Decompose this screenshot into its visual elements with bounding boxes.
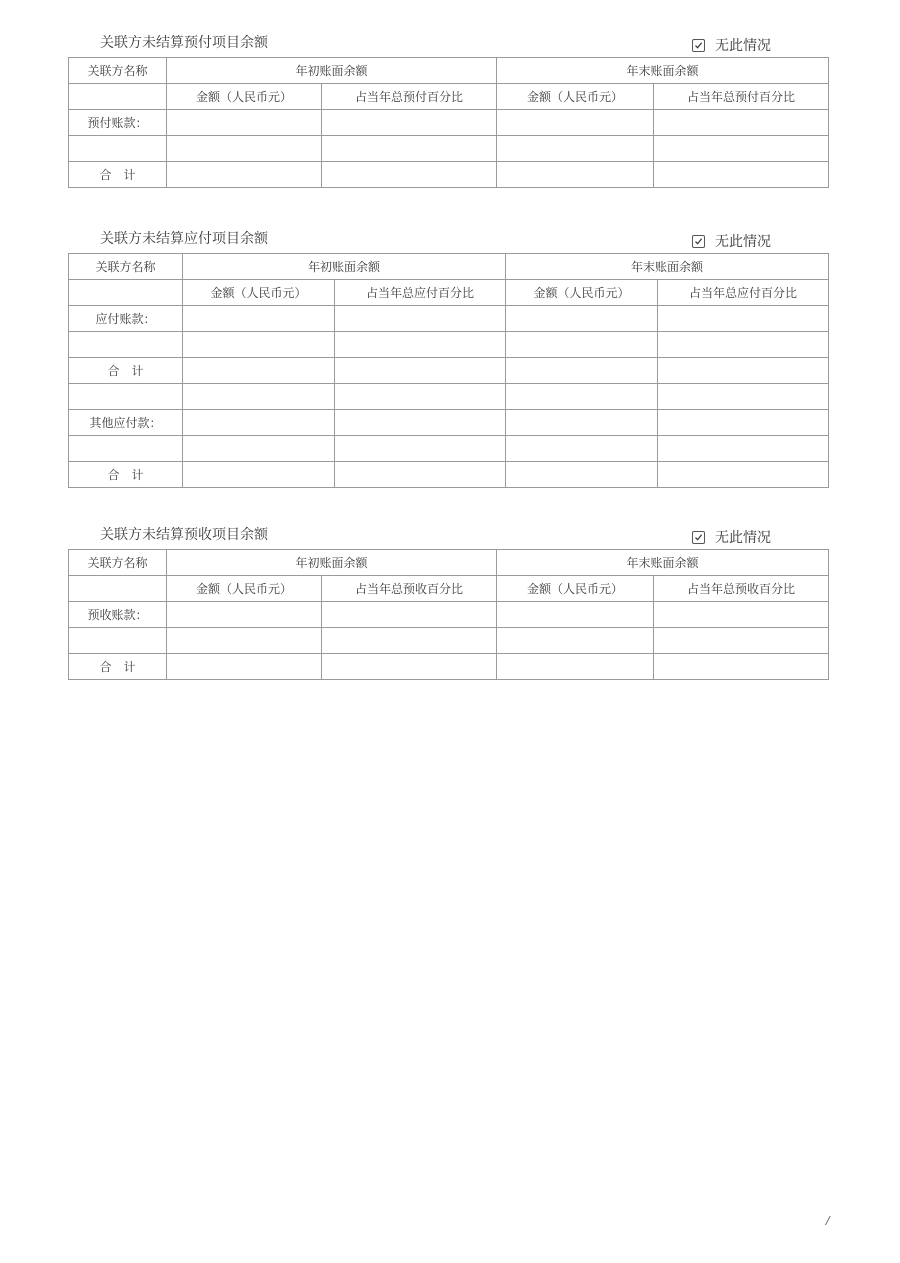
no-case-label: 无此情况 bbox=[715, 530, 771, 546]
no-case-checkbox[interactable] bbox=[692, 231, 771, 251]
table-row bbox=[69, 628, 829, 654]
header-party-name: 关联方名称 bbox=[69, 254, 183, 280]
table-row bbox=[69, 436, 829, 462]
begin-percentage-cell[interactable] bbox=[322, 110, 497, 136]
header-blank bbox=[69, 84, 167, 110]
begin-percentage-cell[interactable] bbox=[335, 332, 506, 358]
end-percentage-cell[interactable] bbox=[658, 384, 829, 410]
header-end-percentage: 占当年总应付百分比 bbox=[658, 280, 829, 306]
end-amount-cell[interactable] bbox=[506, 384, 658, 410]
header-begin-percentage: 占当年总预付百分比 bbox=[322, 84, 497, 110]
header-end-balance: 年末账面余额 bbox=[497, 58, 829, 84]
header-begin-balance: 年初账面余额 bbox=[183, 254, 506, 280]
header-end-amount: 金额（人民币元） bbox=[497, 576, 654, 602]
advance-received-balance-table bbox=[68, 549, 829, 680]
header-end-percentage: 占当年总预付百分比 bbox=[654, 84, 829, 110]
end-amount-cell[interactable] bbox=[506, 436, 658, 462]
table-row-total bbox=[69, 462, 829, 488]
checkbox-checked-icon[interactable] bbox=[692, 39, 705, 52]
begin-percentage-cell[interactable] bbox=[335, 358, 506, 384]
payable-balance-table bbox=[68, 253, 829, 488]
begin-percentage-cell[interactable] bbox=[335, 384, 506, 410]
no-case-label: 无此情况 bbox=[715, 234, 771, 250]
header-begin-amount: 金额（人民币元） bbox=[183, 280, 335, 306]
end-amount-cell[interactable] bbox=[506, 332, 658, 358]
table-row bbox=[69, 410, 829, 436]
end-percentage-cell[interactable] bbox=[654, 654, 829, 680]
table-row bbox=[69, 384, 829, 410]
begin-percentage-cell[interactable] bbox=[322, 628, 497, 654]
row-label: 合 计 bbox=[69, 462, 183, 488]
end-amount-cell[interactable] bbox=[497, 602, 654, 628]
end-percentage-cell[interactable] bbox=[658, 436, 829, 462]
end-percentage-cell[interactable] bbox=[654, 602, 829, 628]
header-begin-percentage: 占当年总预收百分比 bbox=[322, 576, 497, 602]
header-end-balance: 年末账面余额 bbox=[506, 254, 829, 280]
table-row bbox=[69, 306, 829, 332]
end-percentage-cell[interactable] bbox=[658, 306, 829, 332]
begin-amount-cell[interactable] bbox=[167, 110, 322, 136]
end-percentage-cell[interactable] bbox=[654, 162, 829, 188]
end-percentage-cell[interactable] bbox=[658, 332, 829, 358]
header-blank bbox=[69, 576, 167, 602]
table-row-total bbox=[69, 162, 829, 188]
begin-amount-cell[interactable] bbox=[167, 654, 322, 680]
checkbox-checked-icon[interactable] bbox=[692, 531, 705, 544]
end-percentage-cell[interactable] bbox=[658, 462, 829, 488]
end-amount-cell[interactable] bbox=[497, 136, 654, 162]
begin-amount-cell[interactable] bbox=[183, 358, 335, 384]
end-amount-cell[interactable] bbox=[497, 110, 654, 136]
table-subheader-row bbox=[69, 280, 829, 306]
table-row bbox=[69, 136, 829, 162]
no-case-checkbox[interactable] bbox=[692, 35, 771, 55]
header-end-amount: 金额（人民币元） bbox=[497, 84, 654, 110]
table-row bbox=[69, 332, 829, 358]
table-row-total bbox=[69, 654, 829, 680]
header-end-percentage: 占当年总预收百分比 bbox=[654, 576, 829, 602]
begin-percentage-cell[interactable] bbox=[335, 462, 506, 488]
table-subheader-row bbox=[69, 576, 829, 602]
end-amount-cell[interactable] bbox=[497, 162, 654, 188]
begin-amount-cell[interactable] bbox=[167, 602, 322, 628]
begin-amount-cell[interactable] bbox=[183, 462, 335, 488]
row-label: 合 计 bbox=[69, 654, 167, 680]
end-amount-cell[interactable] bbox=[506, 462, 658, 488]
begin-amount-cell[interactable] bbox=[167, 136, 322, 162]
end-percentage-cell[interactable] bbox=[654, 628, 829, 654]
checkbox-checked-icon[interactable] bbox=[692, 235, 705, 248]
begin-percentage-cell[interactable] bbox=[322, 602, 497, 628]
table-row bbox=[69, 602, 829, 628]
prepaid-balance-table bbox=[68, 57, 829, 188]
header-party-name: 关联方名称 bbox=[69, 58, 167, 84]
begin-percentage-cell[interactable] bbox=[335, 306, 506, 332]
page-mark: / bbox=[824, 1214, 832, 1227]
header-end-amount: 金额（人民币元） bbox=[506, 280, 658, 306]
header-begin-balance: 年初账面余额 bbox=[167, 58, 497, 84]
begin-percentage-cell[interactable] bbox=[322, 136, 497, 162]
end-amount-cell[interactable] bbox=[497, 628, 654, 654]
table-row bbox=[69, 110, 829, 136]
row-label: 预收账款： bbox=[69, 602, 167, 628]
table-header-row bbox=[69, 550, 829, 576]
begin-amount-cell[interactable] bbox=[183, 332, 335, 358]
end-amount-cell[interactable] bbox=[497, 654, 654, 680]
end-amount-cell[interactable] bbox=[506, 410, 658, 436]
begin-amount-cell[interactable] bbox=[183, 436, 335, 462]
begin-amount-cell[interactable] bbox=[183, 384, 335, 410]
begin-amount-cell[interactable] bbox=[167, 628, 322, 654]
begin-percentage-cell[interactable] bbox=[322, 162, 497, 188]
end-percentage-cell[interactable] bbox=[654, 110, 829, 136]
header-end-balance: 年末账面余额 bbox=[497, 550, 829, 576]
row-label: 应付账款： bbox=[69, 306, 183, 332]
row-label[interactable] bbox=[69, 136, 167, 162]
begin-percentage-cell[interactable] bbox=[335, 436, 506, 462]
end-percentage-cell[interactable] bbox=[654, 136, 829, 162]
begin-percentage-cell[interactable] bbox=[322, 654, 497, 680]
table-subheader-row bbox=[69, 84, 829, 110]
header-begin-amount: 金额（人民币元） bbox=[167, 84, 322, 110]
begin-percentage-cell[interactable] bbox=[335, 410, 506, 436]
section-title: 关联方未结算预收项目余额 bbox=[100, 527, 268, 543]
header-party-name: 关联方名称 bbox=[69, 550, 167, 576]
section-title: 关联方未结算应付项目余额 bbox=[100, 231, 268, 247]
row-label[interactable] bbox=[69, 628, 167, 654]
section-title: 关联方未结算预付项目余额 bbox=[100, 35, 268, 51]
begin-amount-cell[interactable] bbox=[183, 410, 335, 436]
end-percentage-cell[interactable] bbox=[658, 358, 829, 384]
row-label[interactable] bbox=[69, 332, 183, 358]
begin-amount-cell[interactable] bbox=[167, 162, 322, 188]
header-begin-balance: 年初账面余额 bbox=[167, 550, 497, 576]
header-begin-percentage: 占当年总应付百分比 bbox=[335, 280, 506, 306]
table-header-row bbox=[69, 254, 829, 280]
row-label[interactable] bbox=[69, 384, 183, 410]
row-label: 合 计 bbox=[69, 162, 167, 188]
row-label[interactable] bbox=[69, 436, 183, 462]
end-amount-cell[interactable] bbox=[506, 358, 658, 384]
end-percentage-cell[interactable] bbox=[658, 410, 829, 436]
begin-amount-cell[interactable] bbox=[183, 306, 335, 332]
row-label: 预付账款： bbox=[69, 110, 167, 136]
no-case-label: 无此情况 bbox=[715, 38, 771, 54]
header-begin-amount: 金额（人民币元） bbox=[167, 576, 322, 602]
row-label: 其他应付款： bbox=[69, 410, 183, 436]
no-case-checkbox[interactable] bbox=[692, 527, 771, 547]
table-row-total bbox=[69, 358, 829, 384]
row-label: 合 计 bbox=[69, 358, 183, 384]
end-amount-cell[interactable] bbox=[506, 306, 658, 332]
header-blank bbox=[69, 280, 183, 306]
table-header-row bbox=[69, 58, 829, 84]
